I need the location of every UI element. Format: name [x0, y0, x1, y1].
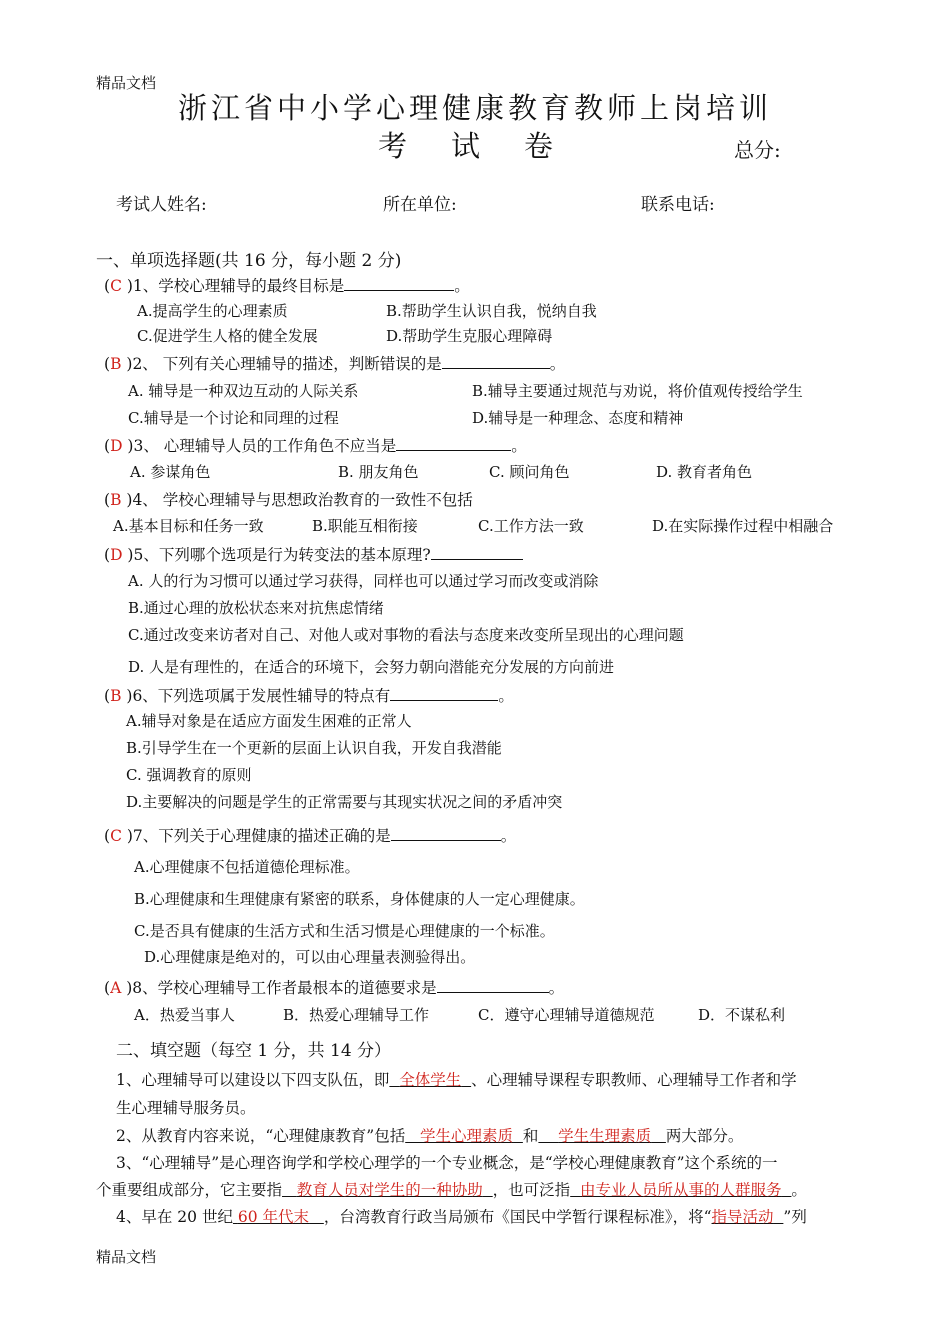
section2-heading: 二、填空题（每空 1 分，共 14 分）: [116, 1041, 392, 1061]
subtitle-char: 卷: [524, 129, 554, 163]
question-8: (A )8、学校心理辅导工作者最根本的道德要求是 。: [104, 979, 565, 997]
option: D.帮助学生克服心理障碍: [386, 327, 553, 345]
fill-item-1: 1、心理辅导可以建设以下四支队伍，即 全体学生 、心理辅导课程专职教师、心理辅导工作者和学: [116, 1071, 797, 1089]
answer-blank: [344, 276, 454, 291]
subtitle-char: 试: [451, 129, 481, 163]
subtitle-char: 考: [378, 129, 408, 163]
option: A.提高学生的心理素质: [137, 302, 288, 320]
fill-item-1-continued: 生心理辅导服务员。: [116, 1099, 256, 1117]
option: B．热爱心理辅导工作: [283, 1006, 430, 1024]
fill-answer: 60 年代末: [237, 1208, 310, 1226]
option: C．遵守心理辅导道德规范: [478, 1006, 655, 1024]
answer-blank: [390, 686, 498, 701]
answer-2: B: [110, 355, 122, 373]
total-score-label: 总分:: [734, 138, 781, 162]
option: B.通过心理的放松状态来对抗焦虑情绪: [128, 599, 384, 617]
section1-heading: 一、单项选择题(共 16 分，每小题 2 分): [96, 251, 402, 271]
answer-7: C: [110, 827, 122, 845]
answer-blank: [431, 545, 523, 560]
option: A. 参谋角色: [130, 463, 211, 481]
question-4: (B )4、 学校心理辅导与思想政治教育的一致性不包括: [104, 491, 473, 509]
question-2: (B )2、 下列有关心理辅导的描述，判断错误的是 。: [104, 355, 566, 373]
answer-3: D: [110, 437, 123, 455]
option: B.职能互相衔接: [312, 517, 418, 535]
question-5: (D )5、下列哪个选项是行为转变法的基本原理?: [104, 543, 523, 565]
unit-label: 所在单位:: [383, 195, 457, 215]
option: B.引导学生在一个更新的层面上认识自我，开发自我潜能: [126, 739, 502, 757]
page-title: 浙江省中小学心理健康教育教师上岗培训: [178, 91, 773, 125]
answer-blank: [396, 436, 511, 451]
fill-answer: 指导活动: [711, 1208, 774, 1226]
name-label: 考试人姓名:: [116, 195, 207, 215]
fill-item-3: 3、“心理辅导”是心理咨询学和学校心理学的一个专业概念，是“学校心理健康教育”这个系统的一: [116, 1154, 778, 1172]
answer-blank: [437, 978, 549, 993]
answer-4: B: [110, 491, 122, 509]
footer-watermark: 精品文档: [96, 1248, 157, 1266]
option: C.工作方法一致: [478, 517, 584, 535]
page-subtitle: [378, 124, 597, 165]
option: C.是否具有健康的生活方式和生活习惯是心理健康的一个标准。: [134, 922, 555, 940]
question-1: (C )1、学校心理辅导的最终目标是 。: [104, 277, 470, 295]
fill-answer: 全体学生: [399, 1071, 462, 1089]
option: C.通过改变来访者对自己、对他人或对事物的看法与态度来改变所呈现出的心理问题: [128, 626, 684, 644]
answer-8: A: [110, 979, 122, 997]
header-watermark: 精品文档: [96, 74, 157, 92]
answer-5: D: [110, 546, 123, 564]
option: C. 强调教育的原则: [126, 766, 252, 784]
option: A．热爱当事人: [134, 1006, 235, 1024]
option: A.基本目标和任务一致: [113, 517, 264, 535]
option: A. 辅导是一种双边互动的人际关系: [128, 382, 359, 400]
option: B.帮助学生认识自我，悦纳自我: [386, 302, 597, 320]
answer-blank: [391, 826, 501, 841]
option: D．不谋私利: [698, 1006, 786, 1024]
option: C. 顾问角色: [489, 463, 570, 481]
question-7: (C )7、下列关于心理健康的描述正确的是 。: [104, 827, 517, 845]
option: B.心理健康和生理健康有紧密的联系，身体健康的人一定心理健康。: [134, 890, 585, 908]
fill-item-4: 4、早在 20 世纪 60 年代末 ，台湾教育行政当局颁布《国民中学暂行课程标准》，将“指导活动 ”列: [116, 1208, 807, 1226]
option: C.辅导是一个讨论和同理的过程: [128, 409, 339, 427]
answer-blank: [442, 354, 550, 369]
answer-1: C: [110, 277, 122, 295]
option: B. 朋友角色: [338, 463, 419, 481]
answer-6: B: [110, 687, 122, 705]
option: D.心理健康是绝对的，可以由心理量表测验得出。: [144, 948, 476, 966]
question-6: (B )6、下列选项属于发展性辅导的特点有 。: [104, 687, 514, 705]
option: A.心理健康不包括道德伦理标准。: [134, 858, 360, 876]
option: D. 人是有理性的，在适合的环境下，会努力朝向潜能充分发展的方向前进: [128, 658, 615, 676]
question-3: (D )3、 心理辅导人员的工作角色不应当是 。: [104, 437, 527, 455]
option: D.辅导是一种理念、态度和精神: [472, 409, 684, 427]
fill-item-2: 2、从教育内容来说，“心理健康教育”包括 学生心理素质 和 学生生理素质 两大部分。: [116, 1127, 744, 1145]
fill-answer: 由专业人员所从事的人群服务: [580, 1181, 782, 1199]
option: D.主要解决的问题是学生的正常需要与其现实状况之间的矛盾冲突: [126, 793, 563, 811]
option: A.辅导对象是在适应方面发生困难的正常人: [126, 712, 412, 730]
fill-answer: 学生心理素质: [420, 1127, 514, 1145]
fill-answer: 学生生理素质: [558, 1127, 652, 1145]
phone-label: 联系电话:: [641, 195, 715, 215]
option: B.辅导主要通过规范与劝说，将价值观传授给学生: [472, 382, 803, 400]
option: A. 人的行为习惯可以通过学习获得，同样也可以通过学习而改变或消除: [128, 572, 599, 590]
option: D.在实际操作过程中相融合: [652, 517, 834, 535]
option: C.促进学生人格的健全发展: [137, 327, 318, 345]
option: D. 教育者角色: [656, 463, 753, 481]
fill-answer: 教育人员对学生的一种协助: [296, 1181, 483, 1199]
fill-item-3-continued: 个重要组成部分，它主要指 教育人员对学生的一种协助 ，也可泛指 由专业人员所从事的人群服务 。: [96, 1181, 807, 1199]
